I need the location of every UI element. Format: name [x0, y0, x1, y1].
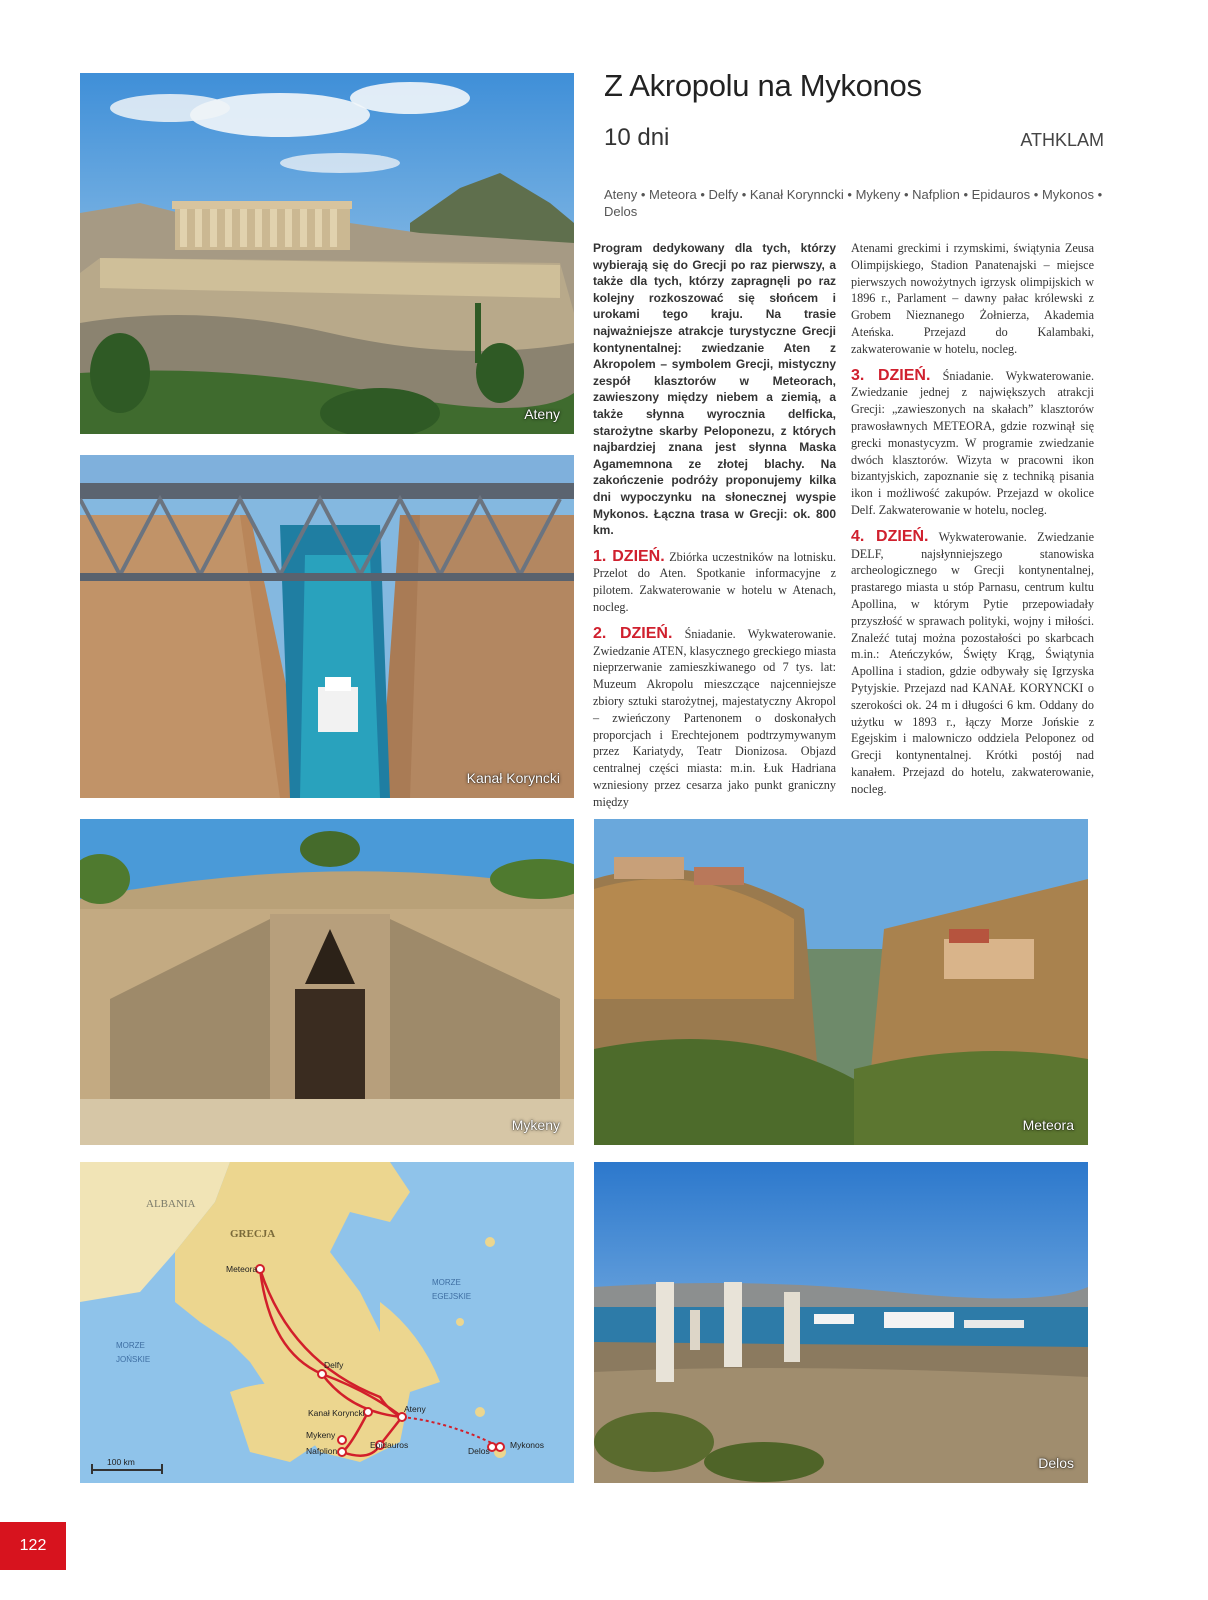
photo-caption-ateny: Ateny — [524, 406, 560, 422]
day-3-text: Śniadanie. Wykwaterowanie. Zwiedzanie jednej z największych atrakcji Grecji: „zawieszonych na skałach” klasztorów prawosławnych METEORA, gdzie rozwinął się grecki monastycyzm. W programie zwiedzanie dwóch klasztorów. Wizyta w pracowni ikon bizantyjskich, zapoznanie się z techniką pisania ikon i możliwość zakupów. Przejazd w okolice Delf. Zakwaterowanie w hotelu, nocleg. — [851, 368, 1094, 517]
trip-code: ATHKLAM — [1020, 130, 1104, 150]
map-place-delos: Delos — [468, 1446, 490, 1456]
day-4-paragraph — [851, 529, 1094, 798]
day-1-label: 1. DZIEŃ. — [593, 547, 665, 565]
intro-paragraph: Program dedykowany dla tych, którzy wybierają się do Grecji po raz pierwszy, a także dla tych, którzy zapragnęli po raz kolejny rozkoszować się słońcem i urokami tego kraju. Na trasie najważniejsze atrakcje turystyczne Grecji kontynentalnej: zwiedzanie Aten z Akropolem – symbolem Grecji, mistyczny zespół klasztorów w Meteorach, zawieszony między niebem a ziemią, a także słynna wyrocznia delficka, starożytne skarby Peloponezu, z których najbardziej znana jest słynna Maska Agamemnona ze złotej blachy. Na zakończenie podróży proponujemy kilka dni wypoczynku na słonecznej wyspie Mykonos. Łączna trasa w Grecji: ok. 800 km. — [593, 241, 836, 538]
photo-caption-meteora: Meteora — [1022, 1117, 1074, 1133]
map-place-delfy: Delfy — [324, 1360, 344, 1370]
map-label-albania: ALBANIA — [146, 1198, 196, 1210]
map-scale-label: 100 km — [107, 1457, 135, 1467]
map-place-mykeny: Mykeny — [306, 1430, 336, 1440]
day-3-paragraph — [851, 368, 1094, 519]
map-place-kanal: Kanał Koryncki — [308, 1408, 365, 1418]
route-map-graphic — [80, 1162, 574, 1483]
text-column-2 — [851, 240, 1094, 808]
day-2-paragraph — [593, 626, 836, 811]
route-map — [80, 1162, 574, 1483]
map-place-nafplion: Nafplion — [306, 1446, 338, 1456]
map-place-epidauros: Epidauros — [370, 1440, 409, 1450]
map-label-sea-ionian-2: JOŃSKIE — [116, 1355, 151, 1364]
trip-duration: 10 dni — [604, 124, 670, 151]
photo-caption-delos: Delos — [1038, 1455, 1074, 1471]
map-label-grecja: GRECJA — [230, 1228, 276, 1240]
route-list: Ateny • Meteora • Delfy • Kanał Korynncki • Mykeny • Nafplion • Epidauros • Mykonos • Delos — [604, 187, 1103, 219]
day-1-text: Zbiórka uczestników na lotnisku. Przelot do Aten. Spotkanie informacyjne z pilotem. Zakwaterowanie w hotelu w Atenach, nocleg. — [593, 549, 837, 615]
photo-meteora — [594, 819, 1088, 1145]
day-4-text: Wykwaterowanie. Zwiedzanie DELF, najsłynniejszego stanowiska archeologicznego w Grecji kontynentalnej, prastarego miasta u stóp Parnasu, centrum kultu Apollina, w którym Pytie przepowiadały przyszłość w sprawach polityki, wojny i miłości. Znaleźć tutaj można pozostałości po skarbcach m.in.: Ateńczyków, Święty Krąg, Świątynia Apollina i stadion, gdzie odbywały się Igrzyska Pytyjskie. Przejazd nad KANAŁ KORYNCKI o szerokości ok. 24 m i długości 6 km. Oddany do użytku w 1893 r., łączy Morze Jońskie z Egejskim i malowniczo oddziela Peloponez od Grecji kontynentalnej. Krótki postój nad kanałem. Przejazd do hotelu, zakwaterowanie, nocleg. — [851, 529, 1095, 796]
page-title: Z Akropolu na Mykonos — [604, 68, 922, 103]
map-place-mykonos: Mykonos — [510, 1440, 545, 1450]
photo-caption-kanal-koryncki: Kanał Koryncki — [466, 770, 560, 786]
map-label-sea-aegean-2: EGEJSKIE — [432, 1292, 472, 1301]
photo-kanal-koryncki — [80, 455, 574, 798]
day-3-label: 3. DZIEŃ. — [851, 366, 931, 384]
map-place-ateny: Ateny — [404, 1404, 426, 1414]
map-label-sea-ionian-1: MORZE — [116, 1341, 145, 1350]
map-place-meteora: Meteora — [226, 1264, 258, 1274]
day-2-continued: Atenami greckimi i rzymskimi, świątynia Zeusa Olimpijskiego, Stadion Panatenajski – miejsce pierwszych nowożytnych igrzysk olimpijskich w 1896 r., Parlament – dawny pałac królewski z Grobem Nieznanego Żołnierza, Akademia Ateńska. Przejazd do Kalambaki, zakwaterowanie w hotelu, nocleg. — [851, 241, 1094, 356]
day-2-label: 2. DZIEŃ. — [593, 624, 673, 642]
photo-mykeny — [80, 819, 574, 1145]
day-2-text: Śniadanie. Wykwaterowanie. Zwiedzanie ATEN, klasycznego greckiego miasta nieprzerwanie zamieszkiwanego od 7 tys. lat: Muzeum Akropolu mieszczące najcenniejsze zbiory sztuki starożytnej, majestatyczny Akropol – zwieńczony Partenonem o doskonałych proporcjach i Erechtejonem podtrzymywanym przez Kariatydy, Teatr Dionizosa. Objazd centralnej części miasta: m.in. Łuk Hadriana wzniesiony przez cesarza jako punkt graniczny między — [593, 626, 836, 809]
text-column-1 — [593, 240, 836, 821]
photo-delos — [594, 1162, 1088, 1483]
day-1-paragraph — [593, 549, 836, 616]
map-label-sea-aegean-1: MORZE — [432, 1278, 461, 1287]
photo-caption-mykeny: Mykeny — [511, 1117, 560, 1133]
page-number: 122 — [0, 1522, 66, 1570]
photo-ateny — [80, 73, 574, 434]
day-4-label: 4. DZIEŃ. — [851, 527, 929, 545]
